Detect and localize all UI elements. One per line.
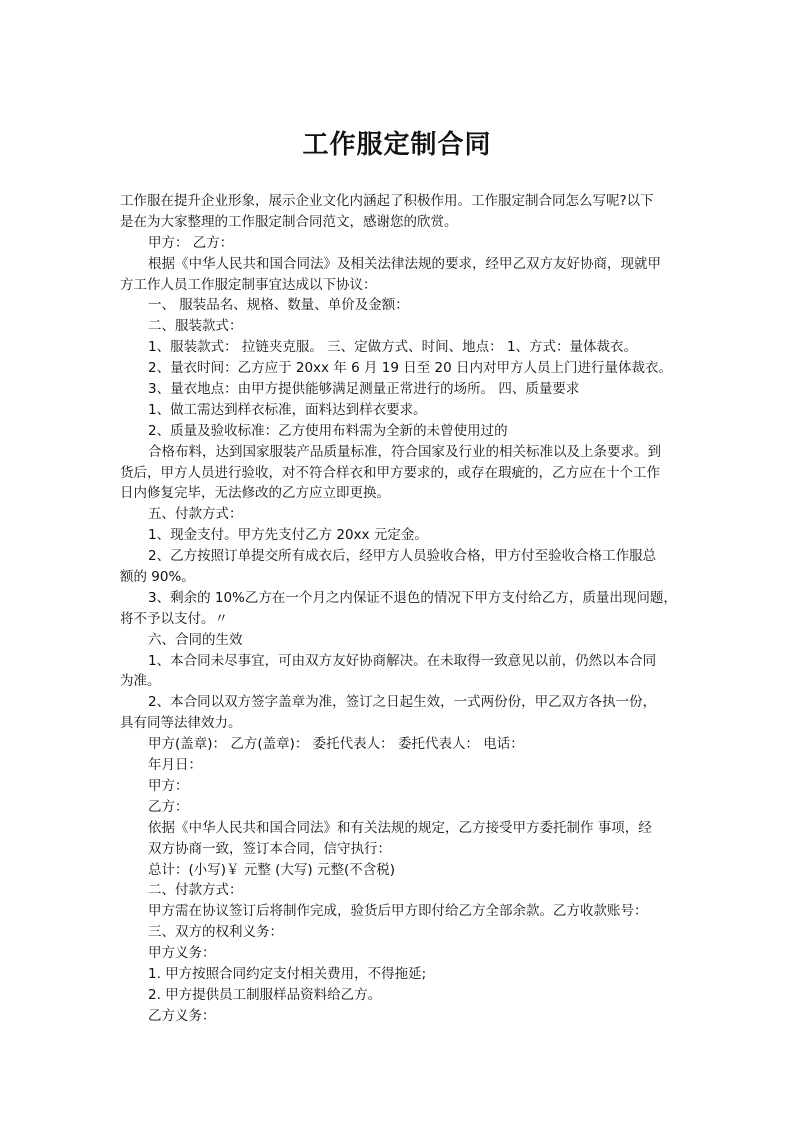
text-line: 工作服在提升企业形象，展示企业文化内涵起了积极作用。工作服定制合同怎么写呢?以下 bbox=[120, 193, 654, 209]
text-line: 日内修复完毕，无法修改的乙方应立即更换。 bbox=[120, 485, 390, 502]
text-line: 3、剩余的 10%乙方在一个月之内保证不退色的情况下甲方支付给乙方，质量出现问题， bbox=[148, 589, 677, 606]
text-line: 合格布料，达到国家服装产品质量标准，符合国家及行业的相关标准以及上条要求。到 bbox=[148, 443, 661, 460]
text-line: 为准。 bbox=[120, 673, 161, 690]
text-line: 五、付款方式： bbox=[148, 506, 243, 523]
text-line: 年月日： bbox=[148, 757, 202, 774]
text-line: 三、双方的权利义务： bbox=[148, 924, 283, 941]
text-line: 将不予以支付。〃 bbox=[120, 610, 228, 627]
text-line: 额的 90%。 bbox=[120, 569, 195, 586]
text-line: 二、付款方式： bbox=[148, 882, 243, 899]
text-line: 2、量衣时间：乙方应于 20xx 年 6 月 19 日至 20 日内对甲方人员上门进行量体裁衣。 bbox=[148, 360, 673, 377]
text-line: 2. 甲方提供员工制服样品资料给乙方。 bbox=[148, 986, 382, 1003]
text-line: 乙方： bbox=[148, 798, 189, 815]
text-line: 1、做工需达到样衣标准，面料达到样衣要求。 bbox=[148, 401, 427, 418]
text-line: 具有同等法律效力。 bbox=[120, 715, 242, 732]
text-line: 是在为大家整理的工作服定制合同范文，感谢您的欣赏。 bbox=[120, 213, 458, 230]
document-body bbox=[120, 191, 682, 1027]
text-line: 甲方(盖章)： 乙方(盖章)： 委托代表人： 委托代表人： 电话： bbox=[148, 736, 524, 753]
text-line: 1. 甲方按照合同约定支付相关费用，不得拖延; bbox=[148, 965, 427, 982]
text-line: 甲方： 乙方： bbox=[148, 234, 234, 251]
text-line: 一、 服装品名、规格、数量、单价及金额： bbox=[148, 297, 409, 314]
text-line: 1、现金支付。甲方先支付乙方 20xx 元定金。 bbox=[148, 527, 428, 544]
text-line: 甲方： bbox=[148, 777, 189, 794]
text-line: 根据《中华人民共和国合同法》及相关法律法规的要求，经甲乙双方友好协商，现就甲 bbox=[148, 255, 661, 272]
text-line: 2、乙方按照订单提交所有成衣后，经甲方人员验收合格，甲方付至验收合格工作服总 bbox=[148, 548, 657, 565]
text-line: 六、合同的生效 bbox=[148, 631, 243, 648]
text-line: 1、服装款式： 拉链夹克服。 三、定做方式、时间、地点： 1、方式：量体裁衣。 bbox=[148, 339, 638, 356]
text-line: 双方协商一致，签订本合同，信守执行： bbox=[148, 840, 391, 857]
text-line: 3、量衣地点：由甲方提供能够满足测量正常进行的场所。 四、质量要求 bbox=[148, 381, 580, 398]
text-line: 甲方需在协议签订后将制作完成，验货后甲方即付给乙方全部余款。乙方收款账号： bbox=[148, 903, 648, 920]
text-line: 乙方义务： bbox=[148, 1007, 216, 1024]
text-line: 方工作人员工作服定制事宜达成以下协议： bbox=[120, 276, 377, 293]
text-line: 货后，甲方人员进行验收，对不符合样衣和甲方要求的，或存在瑕疵的，乙方应在十个工作 bbox=[120, 464, 660, 481]
document-title: 工作服定制合同 bbox=[302, 130, 492, 160]
text-line: 二、服装款式： bbox=[148, 318, 243, 335]
text-line: 1、本合同未尽事宜，可由双方友好协商解决。在未取得一致意见以前，仍然以本合同 bbox=[148, 652, 657, 669]
text-line: 2、本合同以双方签字盖章为准，签订之日起生效，一式两份份，甲乙双方各执一份， bbox=[148, 694, 657, 711]
text-line: 甲方义务： bbox=[148, 945, 216, 962]
text-line: 2、质量及验收标准：乙方使用布料需为全新的未曾使用过的 bbox=[148, 422, 508, 439]
text-line: 依据《中华人民共和国合同法》和有关法规的规定，乙方接受甲方委托制作 事项，经 bbox=[148, 819, 652, 836]
text-line: 总计：(小写)￥ 元整 (大写) 元整(不含税) bbox=[148, 861, 395, 878]
